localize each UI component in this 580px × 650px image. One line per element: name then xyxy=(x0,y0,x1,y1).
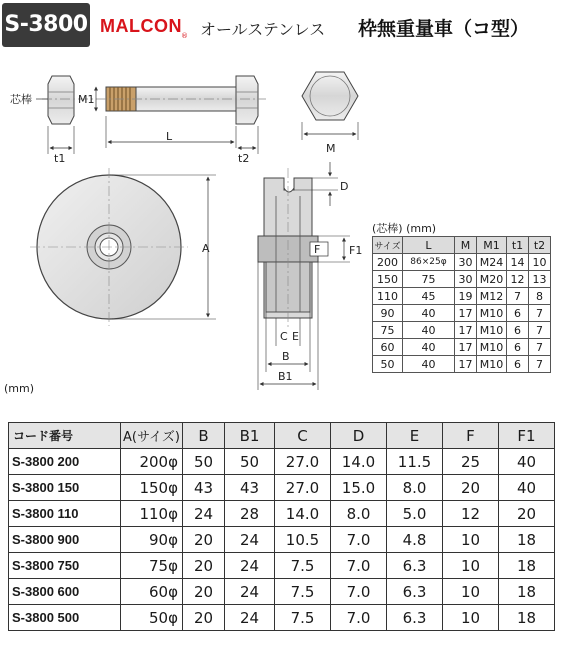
table-cell: M10 xyxy=(477,305,507,322)
table-cell: 5.0 xyxy=(387,501,443,527)
product-code-cell: S-3800 900 xyxy=(9,527,121,553)
table-cell: 30 xyxy=(455,254,477,271)
table-cell: 17 xyxy=(455,356,477,373)
table-row xyxy=(373,356,551,373)
table-cell: 25 xyxy=(443,449,499,475)
table-cell: 10 xyxy=(443,553,499,579)
dimension-table xyxy=(8,422,555,631)
table-cell: 20 xyxy=(183,579,225,605)
table-cell: 50φ xyxy=(121,605,183,631)
table-cell: 75 xyxy=(403,271,455,288)
table-cell: 90φ xyxy=(121,527,183,553)
product-code-cell: S-3800 750 xyxy=(9,553,121,579)
brand-registered-mark: ® xyxy=(181,32,188,40)
table-cell: 7.5 xyxy=(275,553,331,579)
table-header-cell: サイズ xyxy=(373,237,403,254)
core-rod-table-caption: (芯棒) (mm) xyxy=(372,222,437,235)
table-cell: 8.0 xyxy=(387,475,443,501)
table-cell: 18 xyxy=(499,605,555,631)
table-header-cell: t2 xyxy=(529,237,551,254)
table-cell: 14.0 xyxy=(275,501,331,527)
table-cell: 150 xyxy=(373,271,403,288)
product-code-cell: S-3800 500 xyxy=(9,605,121,631)
table-cell: 60 xyxy=(373,339,403,356)
label-a: A xyxy=(202,242,210,255)
table-cell: 43 xyxy=(183,475,225,501)
table-cell: 11.5 xyxy=(387,449,443,475)
table-cell: 90 xyxy=(373,305,403,322)
table-cell: 4.8 xyxy=(387,527,443,553)
table-cell: 200 xyxy=(373,254,403,271)
table-cell: 7 xyxy=(529,322,551,339)
table-cell: 20 xyxy=(499,501,555,527)
table-cell: 50 xyxy=(183,449,225,475)
table-header-cell: F1 xyxy=(499,423,555,449)
table-cell: 60φ xyxy=(121,579,183,605)
table-cell: 14.0 xyxy=(331,449,387,475)
table-cell: 7 xyxy=(529,356,551,373)
table-cell: 18 xyxy=(499,579,555,605)
table-header-cell: C xyxy=(275,423,331,449)
table-cell: 7 xyxy=(507,288,529,305)
table-header-cell: B1 xyxy=(225,423,275,449)
axle-bolt-drawing xyxy=(10,76,266,165)
table-cell: 24 xyxy=(225,527,275,553)
table-row xyxy=(373,339,551,356)
table-header-cell: M1 xyxy=(477,237,507,254)
table-header-row xyxy=(373,237,551,254)
table-row xyxy=(9,605,555,631)
table-header-cell: D xyxy=(331,423,387,449)
table-row xyxy=(373,288,551,305)
table-cell: 75φ xyxy=(121,553,183,579)
table-cell: 8.0 xyxy=(331,501,387,527)
table-cell: 7 xyxy=(529,339,551,356)
label-t1: t1 xyxy=(54,152,66,165)
table-row xyxy=(9,553,555,579)
table-cell: 18 xyxy=(499,553,555,579)
label-m1: M1 xyxy=(78,93,95,106)
table-cell: 40 xyxy=(403,322,455,339)
table-cell: 6.3 xyxy=(387,605,443,631)
table-cell: 20 xyxy=(183,605,225,631)
table-cell: 50 xyxy=(373,356,403,373)
table-cell: 20 xyxy=(183,527,225,553)
brand-logo: MALCON xyxy=(100,16,182,36)
table-cell: 20 xyxy=(183,553,225,579)
table-cell: 43 xyxy=(225,475,275,501)
table-header-cell: コード番号 xyxy=(9,423,121,449)
table-header-cell: L xyxy=(403,237,455,254)
label-core-rod: 芯棒 xyxy=(10,93,32,106)
table-cell: 200φ xyxy=(121,449,183,475)
table-cell: 75 xyxy=(373,322,403,339)
label-d: D xyxy=(340,180,349,193)
table-cell: 15.0 xyxy=(331,475,387,501)
product-title: 枠無重量車（コ型） xyxy=(358,18,530,40)
table-cell: M10 xyxy=(477,339,507,356)
table-cell: 40 xyxy=(403,305,455,322)
table-cell: 10 xyxy=(443,579,499,605)
table-cell: 17 xyxy=(455,322,477,339)
table-row xyxy=(9,449,555,475)
material-subtitle: オールステンレス xyxy=(200,20,326,39)
table-cell: 7.0 xyxy=(331,527,387,553)
table-cell: M24 xyxy=(477,254,507,271)
table-cell: 40 xyxy=(499,449,555,475)
table-cell: 7.5 xyxy=(275,605,331,631)
table-cell: 30 xyxy=(455,271,477,288)
table-row xyxy=(9,475,555,501)
table-cell: 13 xyxy=(529,271,551,288)
table-cell: 40 xyxy=(403,339,455,356)
table-cell: M12 xyxy=(477,288,507,305)
table-cell: 6.3 xyxy=(387,579,443,605)
table-row xyxy=(9,501,555,527)
table-cell: 7.0 xyxy=(331,579,387,605)
label-b: B xyxy=(282,350,290,363)
table-cell: 10 xyxy=(529,254,551,271)
table-cell: 24 xyxy=(225,553,275,579)
table-row xyxy=(373,271,551,288)
table-cell: 10.5 xyxy=(275,527,331,553)
label-e: E xyxy=(292,330,299,343)
table-row xyxy=(9,579,555,605)
table-cell: 6.3 xyxy=(387,553,443,579)
table-cell: 150φ xyxy=(121,475,183,501)
table-cell: 10 xyxy=(443,527,499,553)
table-cell: 110φ xyxy=(121,501,183,527)
table-row xyxy=(373,305,551,322)
table-cell: 7.0 xyxy=(331,605,387,631)
table-cell: 17 xyxy=(455,305,477,322)
label-t2: t2 xyxy=(238,152,250,165)
table-cell: M10 xyxy=(477,356,507,373)
table-header-row xyxy=(9,423,555,449)
table-cell: 12 xyxy=(443,501,499,527)
wheel-front-drawing xyxy=(30,168,216,326)
table-cell: 27.0 xyxy=(275,475,331,501)
label-f: F xyxy=(314,243,321,256)
product-code-cell: S-3800 600 xyxy=(9,579,121,605)
table-header-cell: E xyxy=(387,423,443,449)
table-row xyxy=(373,322,551,339)
table-cell: 17 xyxy=(455,339,477,356)
table-cell: 6 xyxy=(507,339,529,356)
product-code-cell: S-3800 200 xyxy=(9,449,121,475)
table-cell: 40 xyxy=(499,475,555,501)
table-header-cell: B xyxy=(183,423,225,449)
unit-label: (mm) xyxy=(4,382,35,395)
table-header-cell: A(サイズ) xyxy=(121,423,183,449)
table-header-cell: F xyxy=(443,423,499,449)
table-cell: 19 xyxy=(455,288,477,305)
table-cell: 6 xyxy=(507,322,529,339)
label-b1: B1 xyxy=(278,370,293,383)
table-row xyxy=(373,254,551,271)
table-cell: 7.0 xyxy=(331,553,387,579)
table-cell: 7 xyxy=(529,305,551,322)
table-cell: 6 xyxy=(507,356,529,373)
label-m: M xyxy=(326,142,336,155)
table-cell: 50 xyxy=(225,449,275,475)
table-cell: M20 xyxy=(477,271,507,288)
table-cell: 18 xyxy=(499,527,555,553)
table-header-cell: M xyxy=(455,237,477,254)
table-cell: 7.5 xyxy=(275,579,331,605)
product-code-cell: S-3800 150 xyxy=(9,475,121,501)
table-cell: 24 xyxy=(183,501,225,527)
table-cell: 28 xyxy=(225,501,275,527)
product-code-cell: S-3800 110 xyxy=(9,501,121,527)
wheel-side-drawing xyxy=(258,162,362,390)
table-cell: 20 xyxy=(443,475,499,501)
table-cell: 12 xyxy=(507,271,529,288)
table-row xyxy=(9,527,555,553)
label-l: L xyxy=(166,130,173,143)
table-cell: 40 xyxy=(403,356,455,373)
table-cell: 86×25φ xyxy=(403,254,455,271)
label-f1: F1 xyxy=(349,244,363,257)
table-cell: 24 xyxy=(225,605,275,631)
table-cell: 10 xyxy=(443,605,499,631)
table-cell: 45 xyxy=(403,288,455,305)
table-cell: 8 xyxy=(529,288,551,305)
table-cell: 24 xyxy=(225,579,275,605)
core-rod-table xyxy=(372,236,551,373)
table-cell: 6 xyxy=(507,305,529,322)
product-code-badge: S-3800 xyxy=(2,3,90,47)
table-cell: 14 xyxy=(507,254,529,271)
table-cell: 110 xyxy=(373,288,403,305)
table-header-cell: t1 xyxy=(507,237,529,254)
hex-nut-drawing xyxy=(302,72,358,155)
table-cell: 27.0 xyxy=(275,449,331,475)
label-c: C xyxy=(280,330,288,343)
table-cell: M10 xyxy=(477,322,507,339)
header xyxy=(0,0,580,56)
